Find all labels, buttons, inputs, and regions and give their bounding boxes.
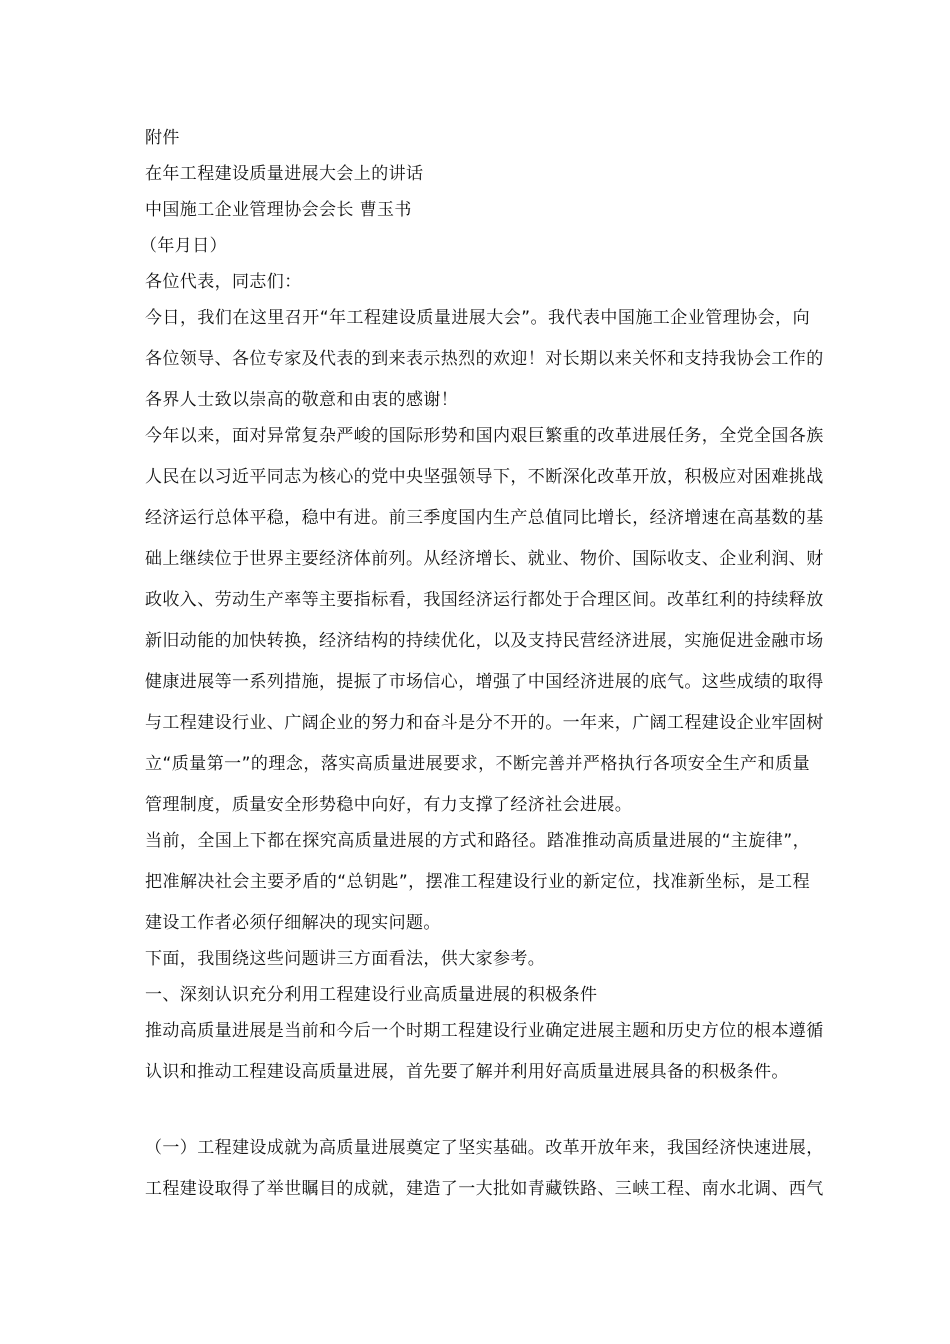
paragraph-line: 经济运行总体平稳，稳中有进。前三季度国内生产总值同比增长，经济增速在高基数的基 xyxy=(145,508,824,528)
speaker-line: 中国施工企业管理协会会长 曹玉书 xyxy=(145,200,412,220)
paragraph-line: 今日，我们在这里召开“年工程建设质量进展大会”。我代表中国施工企业管理协会，向 xyxy=(145,308,810,328)
paragraph-line: 工程建设取得了举世瞩目的成就，建造了一大批如青藏铁路、三峡工程、南水北调、西气 xyxy=(145,1179,824,1199)
speech-title: 在年工程建设质量进展大会上的讲话 xyxy=(145,164,424,184)
date-line: （年月日） xyxy=(140,236,227,256)
paragraph-line: 认识和推动工程建设高质量进展，首先要了解并利用好高质量进展具备的积极条件。 xyxy=(145,1062,789,1082)
paragraph-line: 人民在以习近平同志为核心的党中央坚强领导下，不断深化改革开放，积极应对困难挑战 xyxy=(145,467,824,487)
paragraph-line: （一）工程建设成就为高质量进展奠定了坚实基础。改革开放年来，我国经济快速进展， xyxy=(145,1138,824,1158)
paragraph-line: 与工程建设行业、广阔企业的努力和奋斗是分不开的。一年来，广阔工程建设企业牢固树 xyxy=(145,713,824,733)
paragraph-line: 新旧动能的加快转换，经济结构的持续优化，以及支持民营经济进展，实施促进金融市场 xyxy=(145,631,824,651)
paragraph-line: 管理制度，质量安全形势稳中向好，有力支撑了经济社会进展。 xyxy=(145,795,633,815)
paragraph-line: 今年以来，面对异常复杂严峻的国际形势和国内艰巨繁重的改革进展任务，全党全国各族 xyxy=(145,426,824,446)
paragraph-line: 健康进展等一系列措施，提振了市场信心，增强了中国经济进展的底气。这些成绩的取得 xyxy=(145,672,824,692)
section-heading: 一、深刻认识充分利用工程建设行业高质量进展的积极条件 xyxy=(145,985,598,1005)
paragraph-line: 各位领导、各位专家及代表的到来表示热烈的欢迎！对长期以来关怀和支持我协会工作的 xyxy=(145,349,824,369)
paragraph-line: 推动高质量进展是当前和今后一个时期工程建设行业确定进展主题和历史方位的根本遵循 xyxy=(145,1021,824,1041)
paragraph-line: 建设工作者必须仔细解决的现实问题。 xyxy=(145,913,441,933)
paragraph-line: 础上继续位于世界主要经济体前列。从经济增长、就业、物价、国际收支、企业利润、财 xyxy=(145,549,824,569)
salutation: 各位代表，同志们： xyxy=(145,272,302,292)
attachment-label: 附件 xyxy=(145,128,180,148)
paragraph-line: 政收入、劳动生产率等主要指标看，我国经济运行都处于合理区间。改革红利的持续释放 xyxy=(145,590,824,610)
paragraph-line: 立“质量第一”的理念，落实高质量进展要求，不断完善并严格执行各项安全生产和质量 xyxy=(145,754,810,774)
paragraph-line: 当前，全国上下都在探究高质量进展的方式和路径。踏准推动高质量进展的“主旋律”， xyxy=(145,831,810,851)
paragraph-line: 把准解决社会主要矛盾的“总钥匙”，摆准工程建设行业的新定位，找准新坐标，是工程 xyxy=(145,872,810,892)
paragraph-line: 各界人士致以崇高的敬意和由衷的感谢！ xyxy=(145,390,459,410)
paragraph-line: 下面，我围绕这些问题讲三方面看法，供大家参考。 xyxy=(145,949,546,969)
